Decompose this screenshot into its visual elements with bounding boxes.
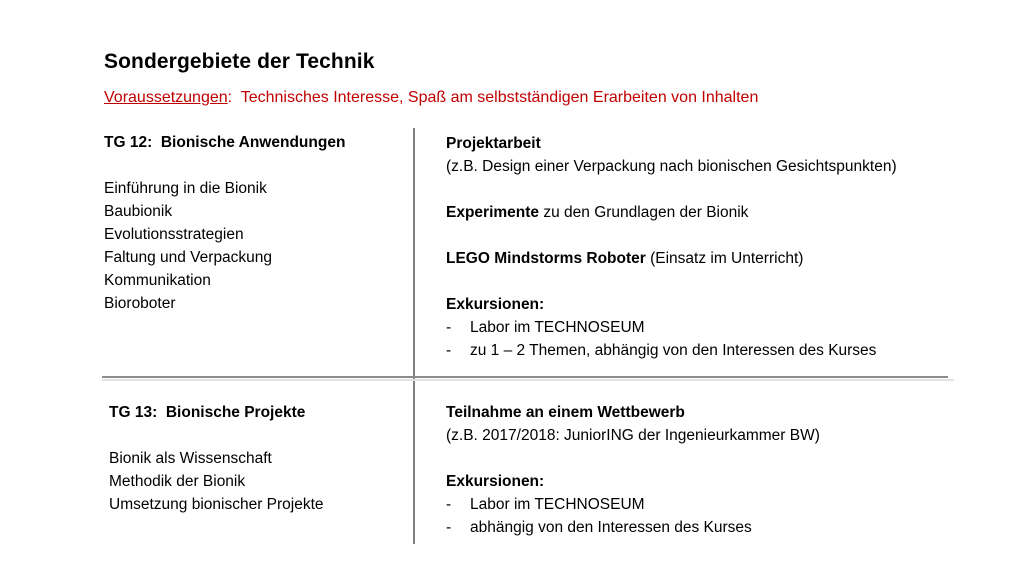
lego-text: (Einsatz im Unterricht) [645,250,804,267]
tg12-activities-block [446,132,897,362]
dash-bullet: - [446,342,452,359]
excursion-text: Labor im TECHNOSEUM [470,319,645,336]
tg13-topic: Umsetzung bionischer Projekte [109,496,324,513]
competition-title: Teilnahme an einem Wettbewerb [446,404,685,421]
excursion-text: abhängig von den Interessen des Kurses [470,519,752,536]
horizontal-divider [102,376,948,378]
project-title: Projektarbeit [446,135,541,152]
excursion-text: Labor im TECHNOSEUM [470,496,645,513]
tg13-heading: TG 13: Bionische Projekte [109,404,306,421]
tg12-topics-block [104,131,345,315]
experiments-line [446,201,897,224]
tg12-topic: Evolutionsstrategien [104,226,244,243]
lego-label: LEGO Mindstorms Roboter [446,250,646,267]
project-description: (z.B. Design einer Verpackung nach bionischen Gesichtspunkten) [446,158,897,175]
tg12-heading: TG 12: Bionische Anwendungen [104,134,346,151]
prerequisites-text: Technisches Interesse, Spaß am selbstständigen Erarbeiten von Inhalten [232,89,759,106]
competition-description: (z.B. 2017/2018: JuniorING der Ingenieurkammer BW) [446,427,820,444]
list-item [446,316,897,339]
horizontal-divider-shadow [102,379,954,381]
excursions-title: Exkursionen: [446,296,545,313]
tg13-topic: Methodik der Bionik [109,473,246,490]
tg13-topics-block [109,401,324,516]
dash-bullet: - [446,319,452,336]
list-item [446,339,897,362]
tg13-activities-block [446,401,820,539]
lego-line [446,247,897,270]
dash-bullet: - [446,519,452,536]
prerequisites-line [104,89,758,107]
experiments-text: zu den Grundlagen der Bionik [539,204,749,221]
list-item [446,493,820,516]
excursions-title: Exkursionen: [446,473,545,490]
tg12-topic: Faltung und Verpackung [104,249,273,266]
tg13-topic: Bionik als Wissenschaft [109,450,272,467]
tg12-topic: Baubionik [104,203,173,220]
prerequisites-label: Voraussetzungen [104,89,228,106]
vertical-divider [413,128,415,544]
list-item [446,516,820,539]
tg12-topic: Einführung in die Bionik [104,180,267,197]
prerequisites-separator: : [227,89,233,106]
excursion-text: zu 1 – 2 Themen, abhängig von den Interessen des Kurses [470,342,877,359]
tg12-topic: Bioroboter [104,295,176,312]
dash-bullet: - [446,496,452,513]
experiments-label: Experimente [446,204,540,221]
tg12-topic: Kommunikation [104,272,211,289]
page-title: Sondergebiete der Technik [104,50,375,73]
